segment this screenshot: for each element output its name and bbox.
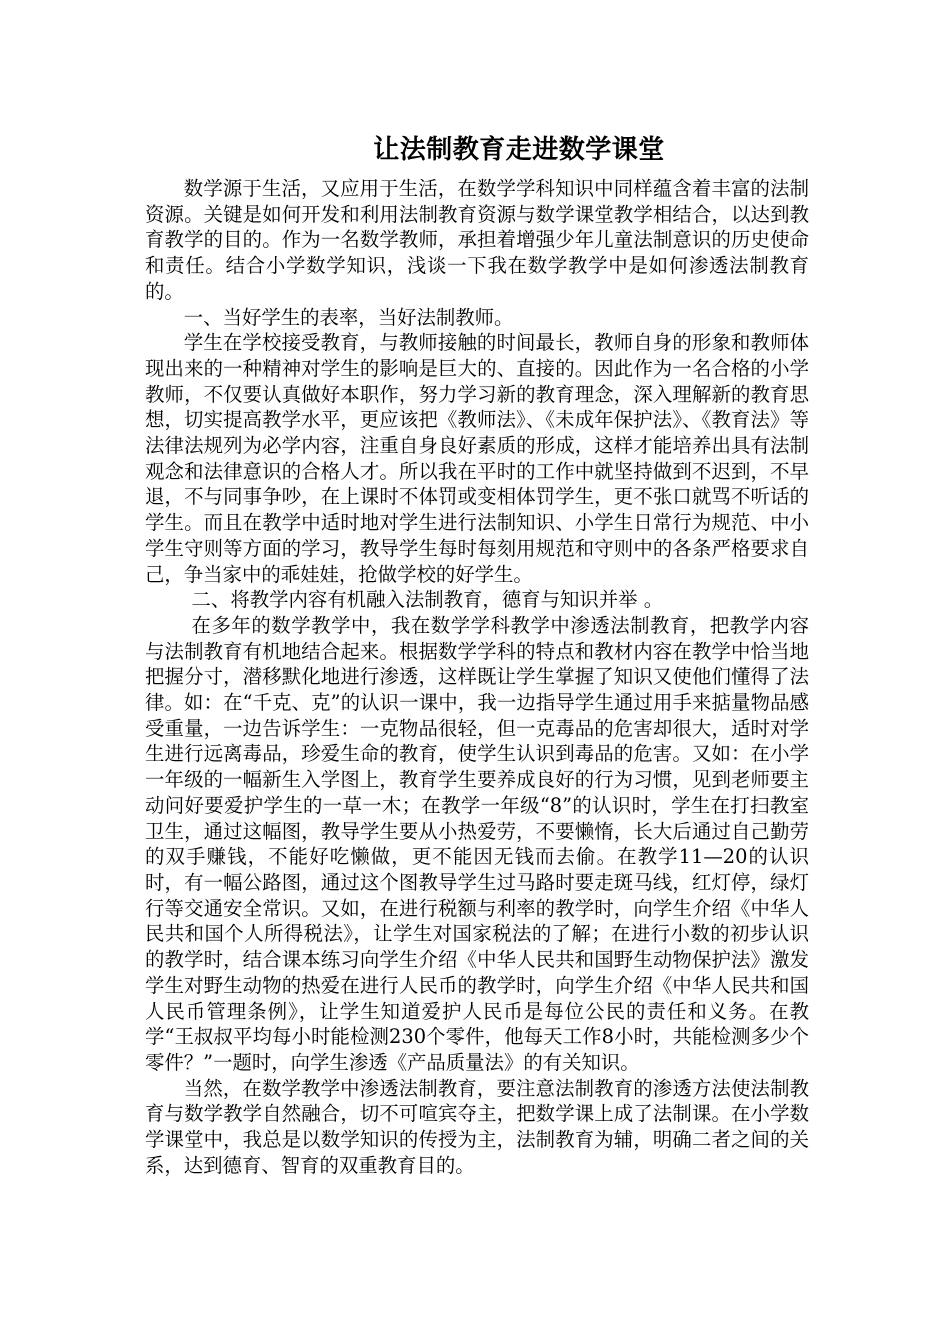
document-body bbox=[145, 128, 809, 1178]
paragraph-intro: 数学源于生活，又应用于生活，在数学学科知识中同样蕴含着丰富的法制资源。关键是如何开发和利用法制教育资源与数学课堂教学相结合，以达到教育教学的目的。作为一名数学教师，承担着增强少年儿童法制意识的历史使命和责任。结合小学数学知识，浅谈一下我在数学教学中是如何渗透法制教育的。 bbox=[145, 177, 809, 303]
paragraph-conclusion: 当然，在数学教学中渗透法制教育，要注意法制教育的渗透方法使法制教育与数学教学自然融合，切不可喧宾夺主，把数学课上成了法制课。在小学数学课堂中，我总是以数学知识的传授为主，法制教育为辅，明确二者之间的关系，达到德育、智育的双重教育目的。 bbox=[145, 1076, 809, 1177]
section-heading-2: 二、将教学内容有机融入法制教育，德育与知识并举 。 bbox=[191, 588, 664, 612]
section-heading-1: 一、当好学生的表率，当好法制教师。 bbox=[183, 305, 514, 329]
paragraph-section-2: 在多年的数学教学中，我在数学学科教学中渗透法制教育，把教学内容与法制教育有机地结合起来。根据数学学科的特点和教材内容在教学中恰当地把握分寸，潜移默化地进行渗透，这样既让学生掌握了知识又使他们懂得了法律。如：在“千克、克”的认识一课中，我一边指导学生通过用手来掂量物品感受重量，一边告诉学生：一克物品很轻，但一克毒品的危害却很大，适时对学生进行远离毒品，珍爱生命的教育，使学生认识到毒品的危害。又如：在小学一年级的一幅新生入学图上，教育学生要养成良好的行为习惯，见到老师要主动问好要爱护学生的一草一木；在教学一年级“8”的认识时，学生在打扫教室卫生，通过这幅图，教导学生要从小热爱劳，不要懒惰，长大后通过自己勤劳的双手赚钱，不能好吃懒做，更不能因无钱而去偷。在教学11—20的认识时，有一幅公路图，通过这个图教导学生过马路时要走斑马线，红灯停，绿灯行等交通安全常识。又如，在进行税额与利率的教学时，向学生介绍《中华人民共和国个人所得税法》，让学生对国家税法的了解；在进行小数的初步认识的教学时，结合课本练习向学生介绍《中华人民共和国野生动物保护法》激发学生对野生动物的热爱在进行人民币的教学时，向学生介绍《中华人民共和国人民币管理条例》，让学生知道爱护人民币是每位公民的责任和义务。在教学“王叔叔平均每小时能检测230个零件，他每天工作8小时，共能检测多少个零件？”一题时，向学生渗透《产品质量法》的有关知识。 bbox=[145, 613, 809, 1074]
document-title: 让法制教育走进数学课堂 bbox=[373, 135, 665, 165]
paragraph-section-1: 学生在学校接受教育，与教师接触的时间最长，教师自身的形象和教师体现出来的一种精神对学生的影响是巨大的、直接的。因此作为一名合格的小学教师，不仅要认真做好本职作，努力学习新的教育理念，深入理解新的教育思想，切实提高教学水平，更应该把《教师法》、《未成年保护法》、《教育法》等法律法规列为必学内容，注重自身良好素质的形成，这样才能培养出具有法制观念和法律意识的合格人才。所以我在平时的工作中就坚持做到不迟到，不早退，不与同事争吵，在上课时不体罚或变相体罚学生，更不张口就骂不听话的学生。而且在教学中适时地对学生进行法制知识、小学生日常行为规范、中小学生守则等方面的学习，教导学生每时每刻用规范和守则中的各条严格要求自己，争当家中的乖娃娃，抢做学校的好学生。 bbox=[145, 331, 809, 586]
